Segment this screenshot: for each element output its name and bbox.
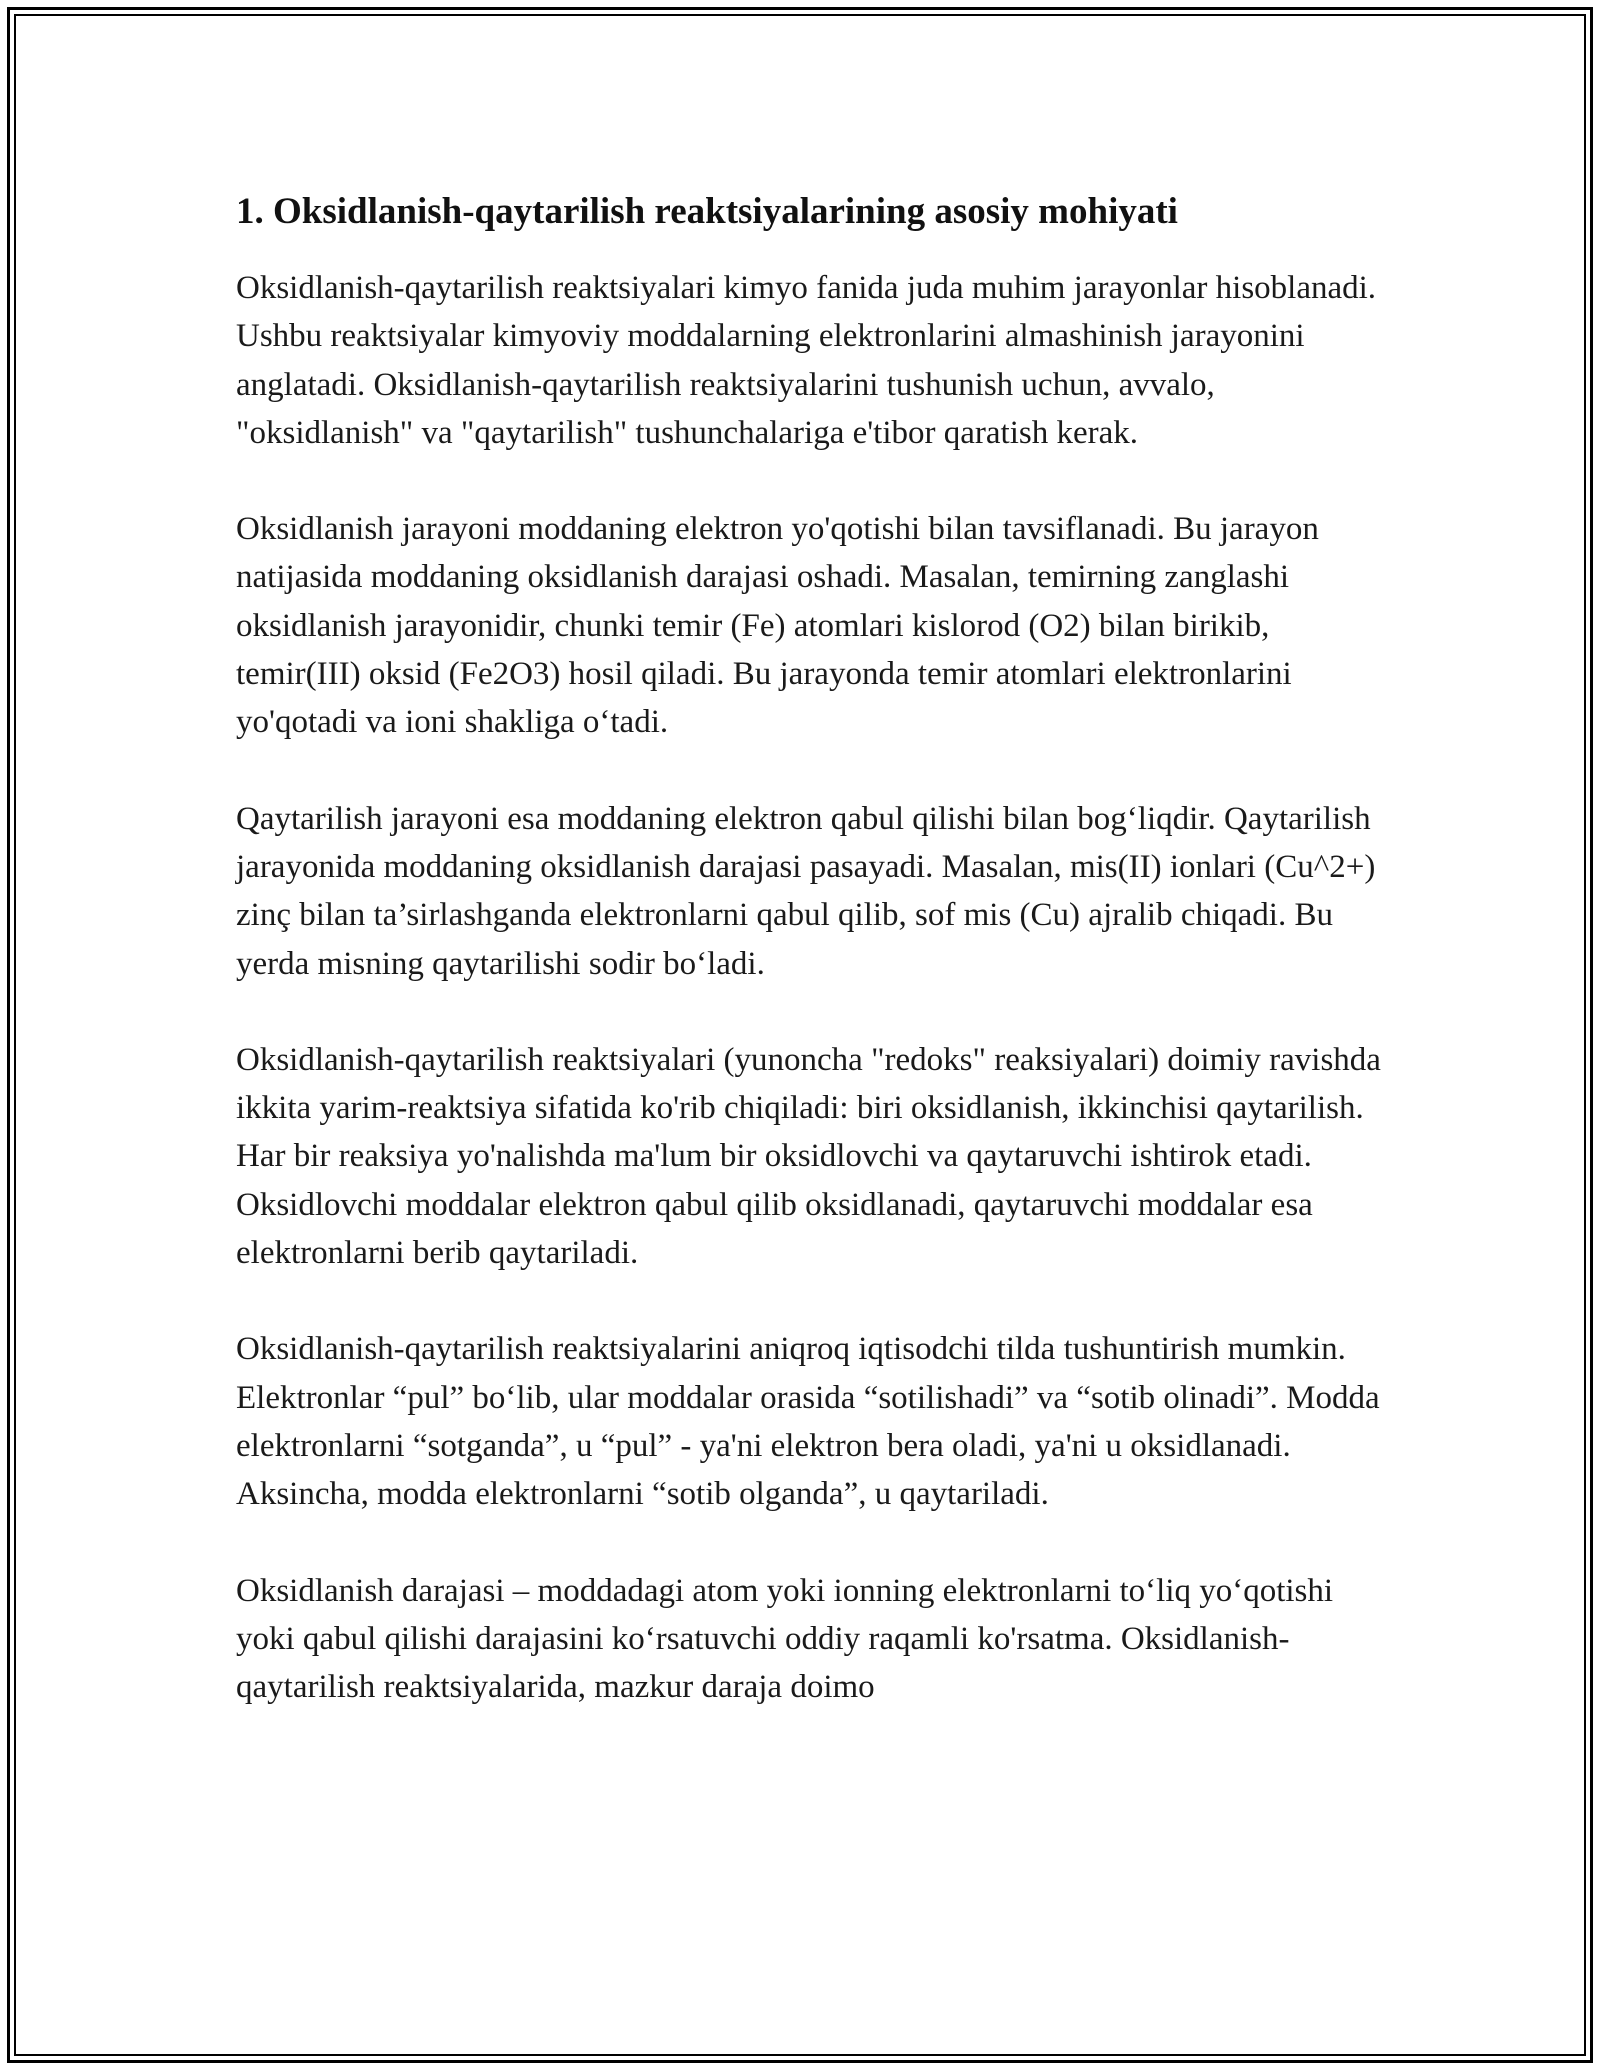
paragraph-2: Oksidlanish jarayoni moddaning elektron yo'qotishi bilan tavsiflanadi. Bu jarayon natijasida moddaning oksidlanish darajasi oshadi. Masalan, temirning zanglashi oksidlanish jarayonidir, chunki temir (Fe) atomlari kislorod (O2) bilan birikib, temir(III) oksid (Fe2O3) hosil qiladi. Bu jarayonda temir atomlari elektronlarini yo'qotadi va ioni shakliga o‘tadi. xyxy=(236,511,1319,741)
paragraph-3: Qaytarilish jarayoni esa moddaning elektron qabul qilishi bilan bog‘liqdir. Qaytarilish jarayonida moddaning oksidlanish darajasi pasayadi. Masalan, mis(II) ionlari (Cu^2+) zinç bilan ta’sirlashganda elektronlarni qabul qilib, sof mis (Cu) ajralib chiqadi. Bu yerda misning qaytarilishi sodir bo‘ladi. xyxy=(236,800,1376,982)
section-heading: 1. Oksidlanish-qaytarilish reaktsiyalarining asosiy mohiyati xyxy=(236,191,1178,232)
paragraph-6: Oksidlanish darajasi – moddadagi atom yoki ionning elektronlarni to‘liq yo‘qotishi yoki qabul qilishi darajasini ko‘rsatuvchi oddiy raqamli ko'rsatma. Oksidlanish-qaytarilish reaktsiyalarida, mazkur daraja doimo xyxy=(236,1572,1334,1706)
document-body xyxy=(236,186,1396,1759)
paragraph-1: Oksidlanish-qaytarilish reaktsiyalari kimyo fanida juda muhim jarayonlar hisoblanadi. Ushbu reaktsiyalar kimyoviy moddalarning elektronlarini almashinish jarayonini anglatadi. Oksidlanish-qaytarilish reaktsiyalarini tushunish uchun, avvalo, "oksidlanish" va "qaytarilish" tushunchalariga e'tibor qaratish kerak. xyxy=(236,270,1377,451)
paragraph-5: Oksidlanish-qaytarilish reaktsiyalarini aniqroq iqtisodchi tilda tushuntirish mumkin. Elektronlar “pul” bo‘lib, ular moddalar orasida “sotilishadi” va “sotib olinadi”. Modda elektronlarni “sotganda”, u “pul” - ya'ni elektron bera oladi, ya'ni u oksidlanadi. Aksincha, modda elektronlarni “sotib olganda”, u qaytariladi. xyxy=(236,1331,1380,1513)
paragraph-4: Oksidlanish-qaytarilish reaktsiyalari (yunoncha "redoks" reaksiyalari) doimiy ravishda ikkita yarim-reaktsiya sifatida ko'rib chiqiladi: biri oksidlanish, ikkinchisi qaytarilish. Har bir reaksiya yo'nalishda ma'lum bir oksidlovchi va qaytaruvchi ishtirok etadi. Oksidlovchi moddalar elektron qabul qilib oksidlanadi, qaytaruvchi moddalar esa elektronlarni berib qaytariladi. xyxy=(236,1041,1381,1272)
